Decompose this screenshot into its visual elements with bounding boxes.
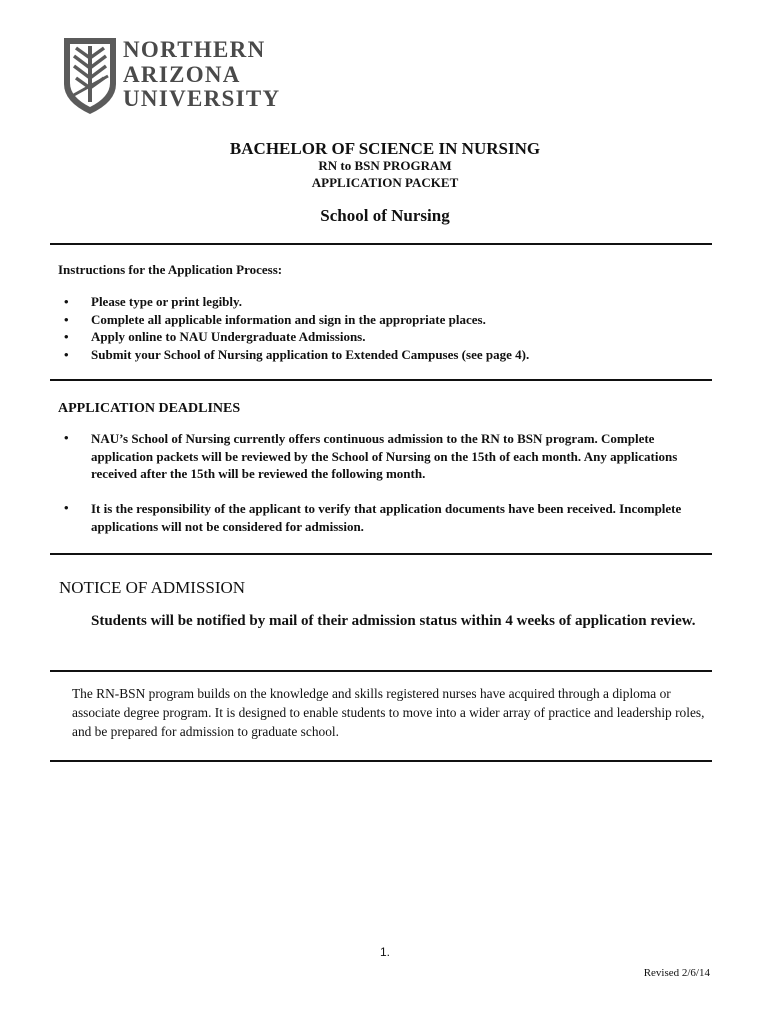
list-item: • Apply online to NAU Undergraduate Admissions. (64, 329, 366, 344)
list-item: • Submit your School of Nursing application to Extended Campuses (see page 4). (64, 346, 530, 362)
list-item: • NAU’s School of Nursing currently offers continuous admission to the RN to BSN program. Complete application packets will be reviewed by the School of Nursing on the 15th of each month. Any applications received after the 15th will be reviewed the following month. (64, 430, 678, 482)
bullet-icon: • (64, 500, 69, 515)
notice-heading: NOTICE OF ADMISSION (59, 578, 246, 597)
document-title: BACHELOR OF SCIENCE IN NURSING (229, 139, 541, 158)
program-name: RN to BSN PROGRAM (318, 158, 452, 173)
school-name: School of Nursing (320, 206, 450, 225)
logo-wordmark (123, 38, 313, 112)
page-number: 1. (379, 945, 390, 959)
divider (50, 379, 712, 381)
list-item: • Please type or print legibly. (64, 294, 243, 309)
divider (50, 760, 712, 762)
logo-line-1: NORTHERN (123, 37, 266, 62)
bullet-icon: • (64, 311, 69, 327)
bullet-icon: • (64, 346, 69, 362)
program-description: The RN-BSN program builds on the knowledge and skills registered nurses have acquired through a diploma or associate degree program. It is designed to enable students to move into a wider array of practice and leadership roles, and be prepared for admission to graduate school. (72, 686, 705, 739)
divider (50, 553, 712, 555)
notice-text: Students will be notified by mail of their admission status within 4 weeks of application review. (91, 613, 696, 629)
instructions-heading: Instructions for the Application Process: (58, 262, 283, 277)
logo-line-3: UNIVERSITY (123, 86, 281, 111)
bullet-icon: • (64, 430, 69, 445)
deadlines-heading: APPLICATION DEADLINES (58, 401, 241, 416)
divider (50, 670, 712, 672)
list-item: • Complete all applicable information and sign in the appropriate places. (64, 311, 486, 327)
nau-logo (62, 36, 302, 116)
bullet-icon: • (64, 294, 69, 309)
revised-date: Revised 2/6/14 (643, 967, 710, 979)
nau-shield-icon (62, 36, 118, 116)
instructions-list (64, 293, 529, 363)
packet-label: APPLICATION PACKET (311, 175, 459, 190)
list-item: • It is the responsibility of the applicant to verify that application documents have been received. Incomplete applications will not be considered for admission. (64, 500, 682, 534)
bullet-icon: • (64, 329, 69, 344)
logo-line-2: ARIZONA (123, 61, 241, 87)
divider (50, 243, 712, 245)
